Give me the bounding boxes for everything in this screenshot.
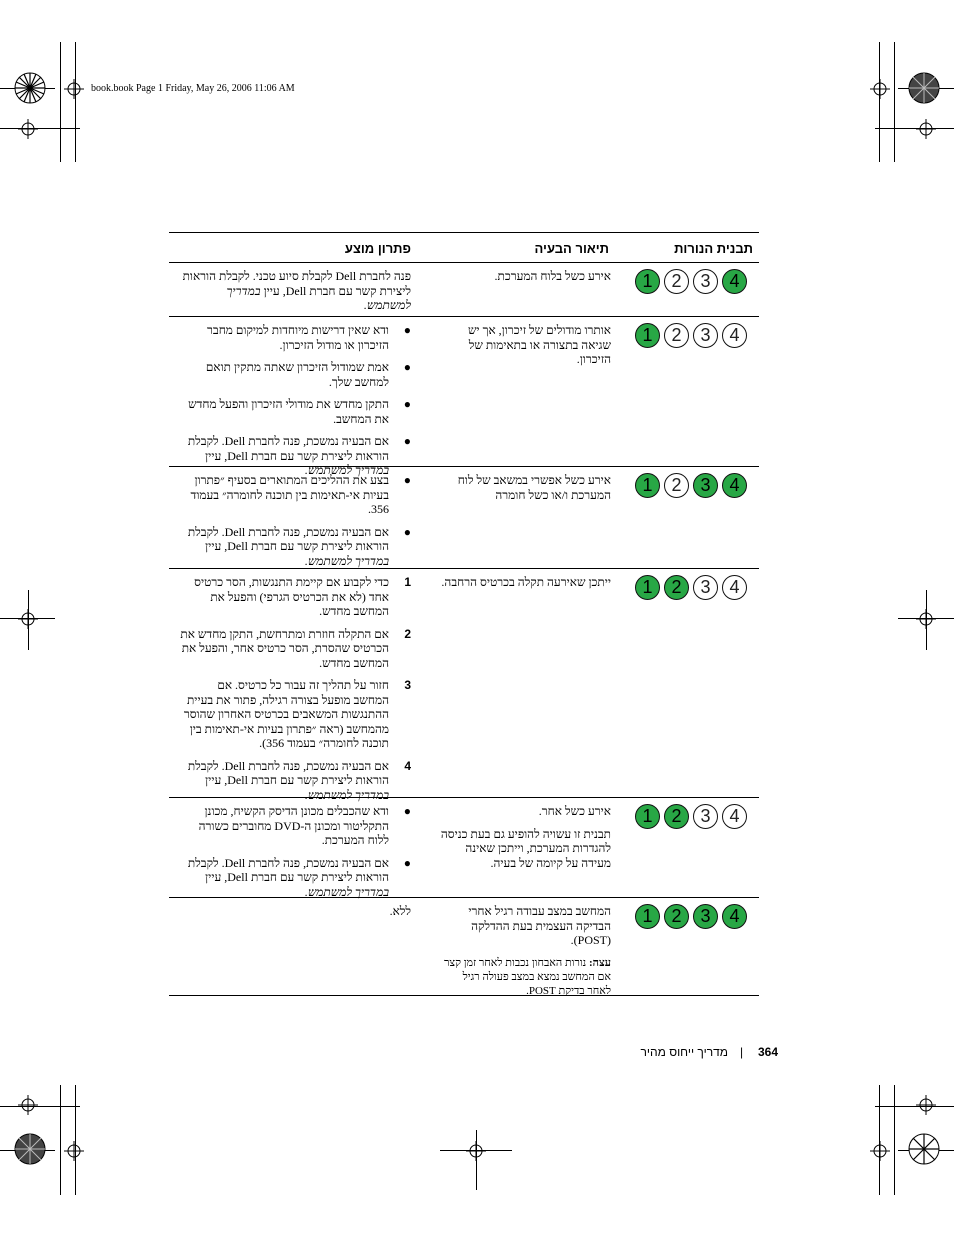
bullet-icon: ● xyxy=(403,360,411,374)
crop-mark xyxy=(894,42,895,162)
crop-mark xyxy=(60,42,61,162)
registration-target-icon xyxy=(908,72,940,104)
crop-mark xyxy=(879,1085,880,1195)
crosshair-icon xyxy=(466,1141,486,1161)
diagnostic-light-3: 3 xyxy=(693,269,718,294)
problem-description xyxy=(429,575,611,598)
crosshair-icon xyxy=(916,119,936,139)
suggested-solution xyxy=(179,804,411,907)
diagnostic-light-1: 1 xyxy=(635,269,660,294)
diagnostic-light-1: 1 xyxy=(635,904,660,929)
diagnostic-light-4: 4 xyxy=(722,804,747,829)
page-number: 364 xyxy=(758,1045,779,1059)
suggested-solution xyxy=(179,575,411,810)
footer-title: מדריך ייחוס מהיר xyxy=(640,1045,728,1059)
solution-text: ללא. xyxy=(389,904,411,918)
crosshair-icon xyxy=(870,79,890,99)
crop-mark xyxy=(75,1085,76,1195)
problem-text: אירע כשל אפשרי במשאב של לוח המערכת ו/או כשל חומרה xyxy=(457,473,611,502)
problem-description xyxy=(439,269,611,292)
bullet-icon: ● xyxy=(403,524,411,539)
user-guide-ref: במדריך למשתמש. xyxy=(304,553,389,568)
suggested-solution xyxy=(179,323,411,486)
diagnostic-light-2: 2 xyxy=(664,575,689,600)
diagnostic-light-3: 3 xyxy=(693,575,718,600)
user-guide-ref: במדריך למשתמש. xyxy=(304,463,389,477)
crosshair-icon xyxy=(870,1141,890,1161)
bullet-icon: ● xyxy=(403,473,411,487)
registration-target-icon xyxy=(14,1133,46,1165)
light-pattern xyxy=(635,473,759,501)
diagnostic-light-3: 3 xyxy=(693,804,718,829)
diagnostic-light-2: 2 xyxy=(664,804,689,829)
bullet-icon: ● xyxy=(403,397,411,411)
note-label: עצה: xyxy=(589,956,611,969)
solution-item: ● ודא שהכבלים מכונן הדיסק הקשיח, מכונן התקליטור ומכונן ה-DVD מחוברים כשורה ללוח המערכת. xyxy=(198,804,411,847)
crop-mark xyxy=(75,42,76,162)
diagnostic-light-2: 2 xyxy=(664,473,689,498)
crosshair-icon xyxy=(64,1141,84,1161)
crosshair-icon xyxy=(916,609,936,629)
header-lights: תבנית הנורות xyxy=(674,241,753,256)
solution-item: ● אמת שמודול הזיכרון שאתה מתקין תואם למחשב שלך. xyxy=(205,360,411,389)
user-guide-ref: במדריך למשתמש. xyxy=(304,787,389,802)
bullet-icon: ● xyxy=(403,434,411,448)
suggested-solution xyxy=(179,269,411,313)
user-guide-ref: במדריך למשתמש. xyxy=(304,884,389,899)
table-row xyxy=(169,467,759,569)
note-text: נורות האבחון נכבות לאחר זמן קצר אם המחשב נמצא במצב פעולה רגיל לאחר בדיקת POST. xyxy=(443,956,611,997)
crosshair-icon xyxy=(64,79,84,99)
solution-step: 1 כדי לקבוע אם קיימת התנגשות, הסר כרטיס אחד (לא את הכרטיס הגרפי) והפעל את המחשב מחדש. xyxy=(194,575,411,618)
crop-mark xyxy=(894,1085,895,1195)
diagnostic-light-4: 4 xyxy=(722,575,747,600)
table-header xyxy=(169,232,759,263)
crop-mark xyxy=(0,128,80,129)
crosshair-icon xyxy=(18,119,38,139)
problem-description xyxy=(439,804,611,878)
header-problem: תיאור הבעיה xyxy=(534,241,609,256)
solution-item: ● התקן מחדש את מודולי הזיכרון והפעל מחדש את המחשב. xyxy=(188,397,411,426)
header-solution: פתרון מוצע xyxy=(344,241,411,256)
light-pattern xyxy=(635,269,759,297)
registration-target-icon xyxy=(14,72,46,104)
slug-line: book.book Page 1 Friday, May 26, 2006 11:06 AM xyxy=(91,83,295,94)
bullet-icon: ● xyxy=(403,323,411,337)
solution-item: ● ודא שאין דרישות מיוחדות למיקום מחבר הזיכרון או מודול הזיכרון. xyxy=(207,323,411,352)
table-row xyxy=(169,569,759,802)
table-row xyxy=(169,263,759,317)
problem-description xyxy=(439,904,611,1006)
light-pattern xyxy=(635,575,759,603)
light-pattern xyxy=(635,804,759,832)
solution-item: ● אם הבעיה נמשכת, פנה לחברת Dell. לקבלת הוראות ליצירת קשר עם חברת Dell, עיין במדריך למשתמש. xyxy=(187,524,411,568)
diagnostic-light-2: 2 xyxy=(664,323,689,348)
table-row xyxy=(169,898,759,996)
solution-text: פנה לחברת Dell לקבלת סיוע טכני. לקבלת הוראות ליצירת קשר עם חברת Dell, עיין xyxy=(182,269,411,298)
diagnostic-light-2: 2 xyxy=(664,904,689,929)
diagnostic-light-4: 4 xyxy=(722,323,747,348)
footer-separator: | xyxy=(740,1045,744,1059)
table-row xyxy=(169,317,759,477)
light-pattern xyxy=(635,323,759,351)
diagnostic-light-1: 1 xyxy=(635,804,660,829)
problem-text: אירע כשל בלוח המערכת. xyxy=(494,269,611,283)
crop-mark xyxy=(879,42,880,162)
bullet-icon: ● xyxy=(403,804,411,818)
user-guide-ref: במדריך למשתמש. xyxy=(226,283,411,312)
problem-text: אותרו מודולים של זיכרון, אך יש שגיאה בתצורה או בתאימות של הזיכרון. xyxy=(467,323,611,366)
problem-text: אירע כשל אחר. xyxy=(538,804,611,818)
problem-text: תבנית זו עשויה להופיע גם בעת כניסה להגדרות המערכת, וייתכן שאינה מעידה על קיומה של בעיה. xyxy=(440,826,611,870)
diagnostic-light-2: 2 xyxy=(664,269,689,294)
bullet-icon: ● xyxy=(403,855,411,870)
solution-item: ● בצע את ההליכים המתוארים בסעיף ״פתרון בעיות אי-תאימות בין תוכנה לחומרה״ בעמוד 356. xyxy=(190,473,411,516)
diagnostic-light-3: 3 xyxy=(693,473,718,498)
crosshair-icon xyxy=(18,609,38,629)
crosshair-icon xyxy=(916,1095,936,1115)
registration-target-icon xyxy=(908,1133,940,1165)
crosshair-icon xyxy=(18,1095,38,1115)
diagnostic-light-3: 3 xyxy=(693,904,718,929)
diagnostic-light-1: 1 xyxy=(635,323,660,348)
note xyxy=(439,956,611,998)
solution-step: 2 אם התקלה חוזרת ומתרחשת, התקן מחדש את הכרטיס שהסרת, הסר כרטיס אחר, והפעל את המחשב מחדש. xyxy=(180,626,411,670)
solution-item: ● אם הבעיה נמשכת, פנה לחברת Dell. לקבלת הוראות ליצירת קשר עם חברת Dell, עיין במדריך למשתמש. xyxy=(187,434,411,477)
crop-mark xyxy=(60,1085,61,1195)
suggested-solution xyxy=(179,473,411,576)
crop-mark xyxy=(875,1106,954,1107)
solution-step: 3 חזור על תהליך זה עבור כל כרטיס. אם המחשב מופעל בצורה רגילה, פתור את בעיית ההתנגשות המשאבים בכרטיס האחרון שהוסר מהמחשב (ראה ״פתרון בעיות אי-תאימות בין תוכנה לחומרה״ בעמוד 356). xyxy=(183,678,411,750)
solution-step: 4 אם הבעיה נמשכת, פנה לחברת Dell. לקבלת הוראות ליצירת קשר עם חברת Dell, עיין במדריך למשתמש. xyxy=(187,758,411,802)
diagnostic-light-4: 4 xyxy=(722,904,747,929)
diagnostic-light-4: 4 xyxy=(722,473,747,498)
diagnostic-light-1: 1 xyxy=(635,575,660,600)
diagnostic-light-4: 4 xyxy=(722,269,747,294)
problem-description xyxy=(439,473,611,510)
suggested-solution xyxy=(179,904,411,919)
solution-item: ● אם הבעיה נמשכת, פנה לחברת Dell. לקבלת הוראות ליצירת קשר עם חברת Dell, עיין במדריך למשתמש. xyxy=(187,855,411,899)
problem-text: ייתכן שאירעה תקלה בכרטיס הרחבה. xyxy=(441,575,611,589)
crop-mark xyxy=(875,128,954,129)
diagnostic-light-1: 1 xyxy=(635,473,660,498)
table-row xyxy=(169,798,759,898)
light-pattern xyxy=(635,904,759,932)
problem-text: המחשב במצב עבודה רגיל אחרי הבדיקה העצמית בעת ההדלקה (POST). xyxy=(468,904,611,947)
problem-description xyxy=(439,323,611,375)
crop-mark xyxy=(0,1106,80,1107)
diagnostic-light-3: 3 xyxy=(693,323,718,348)
